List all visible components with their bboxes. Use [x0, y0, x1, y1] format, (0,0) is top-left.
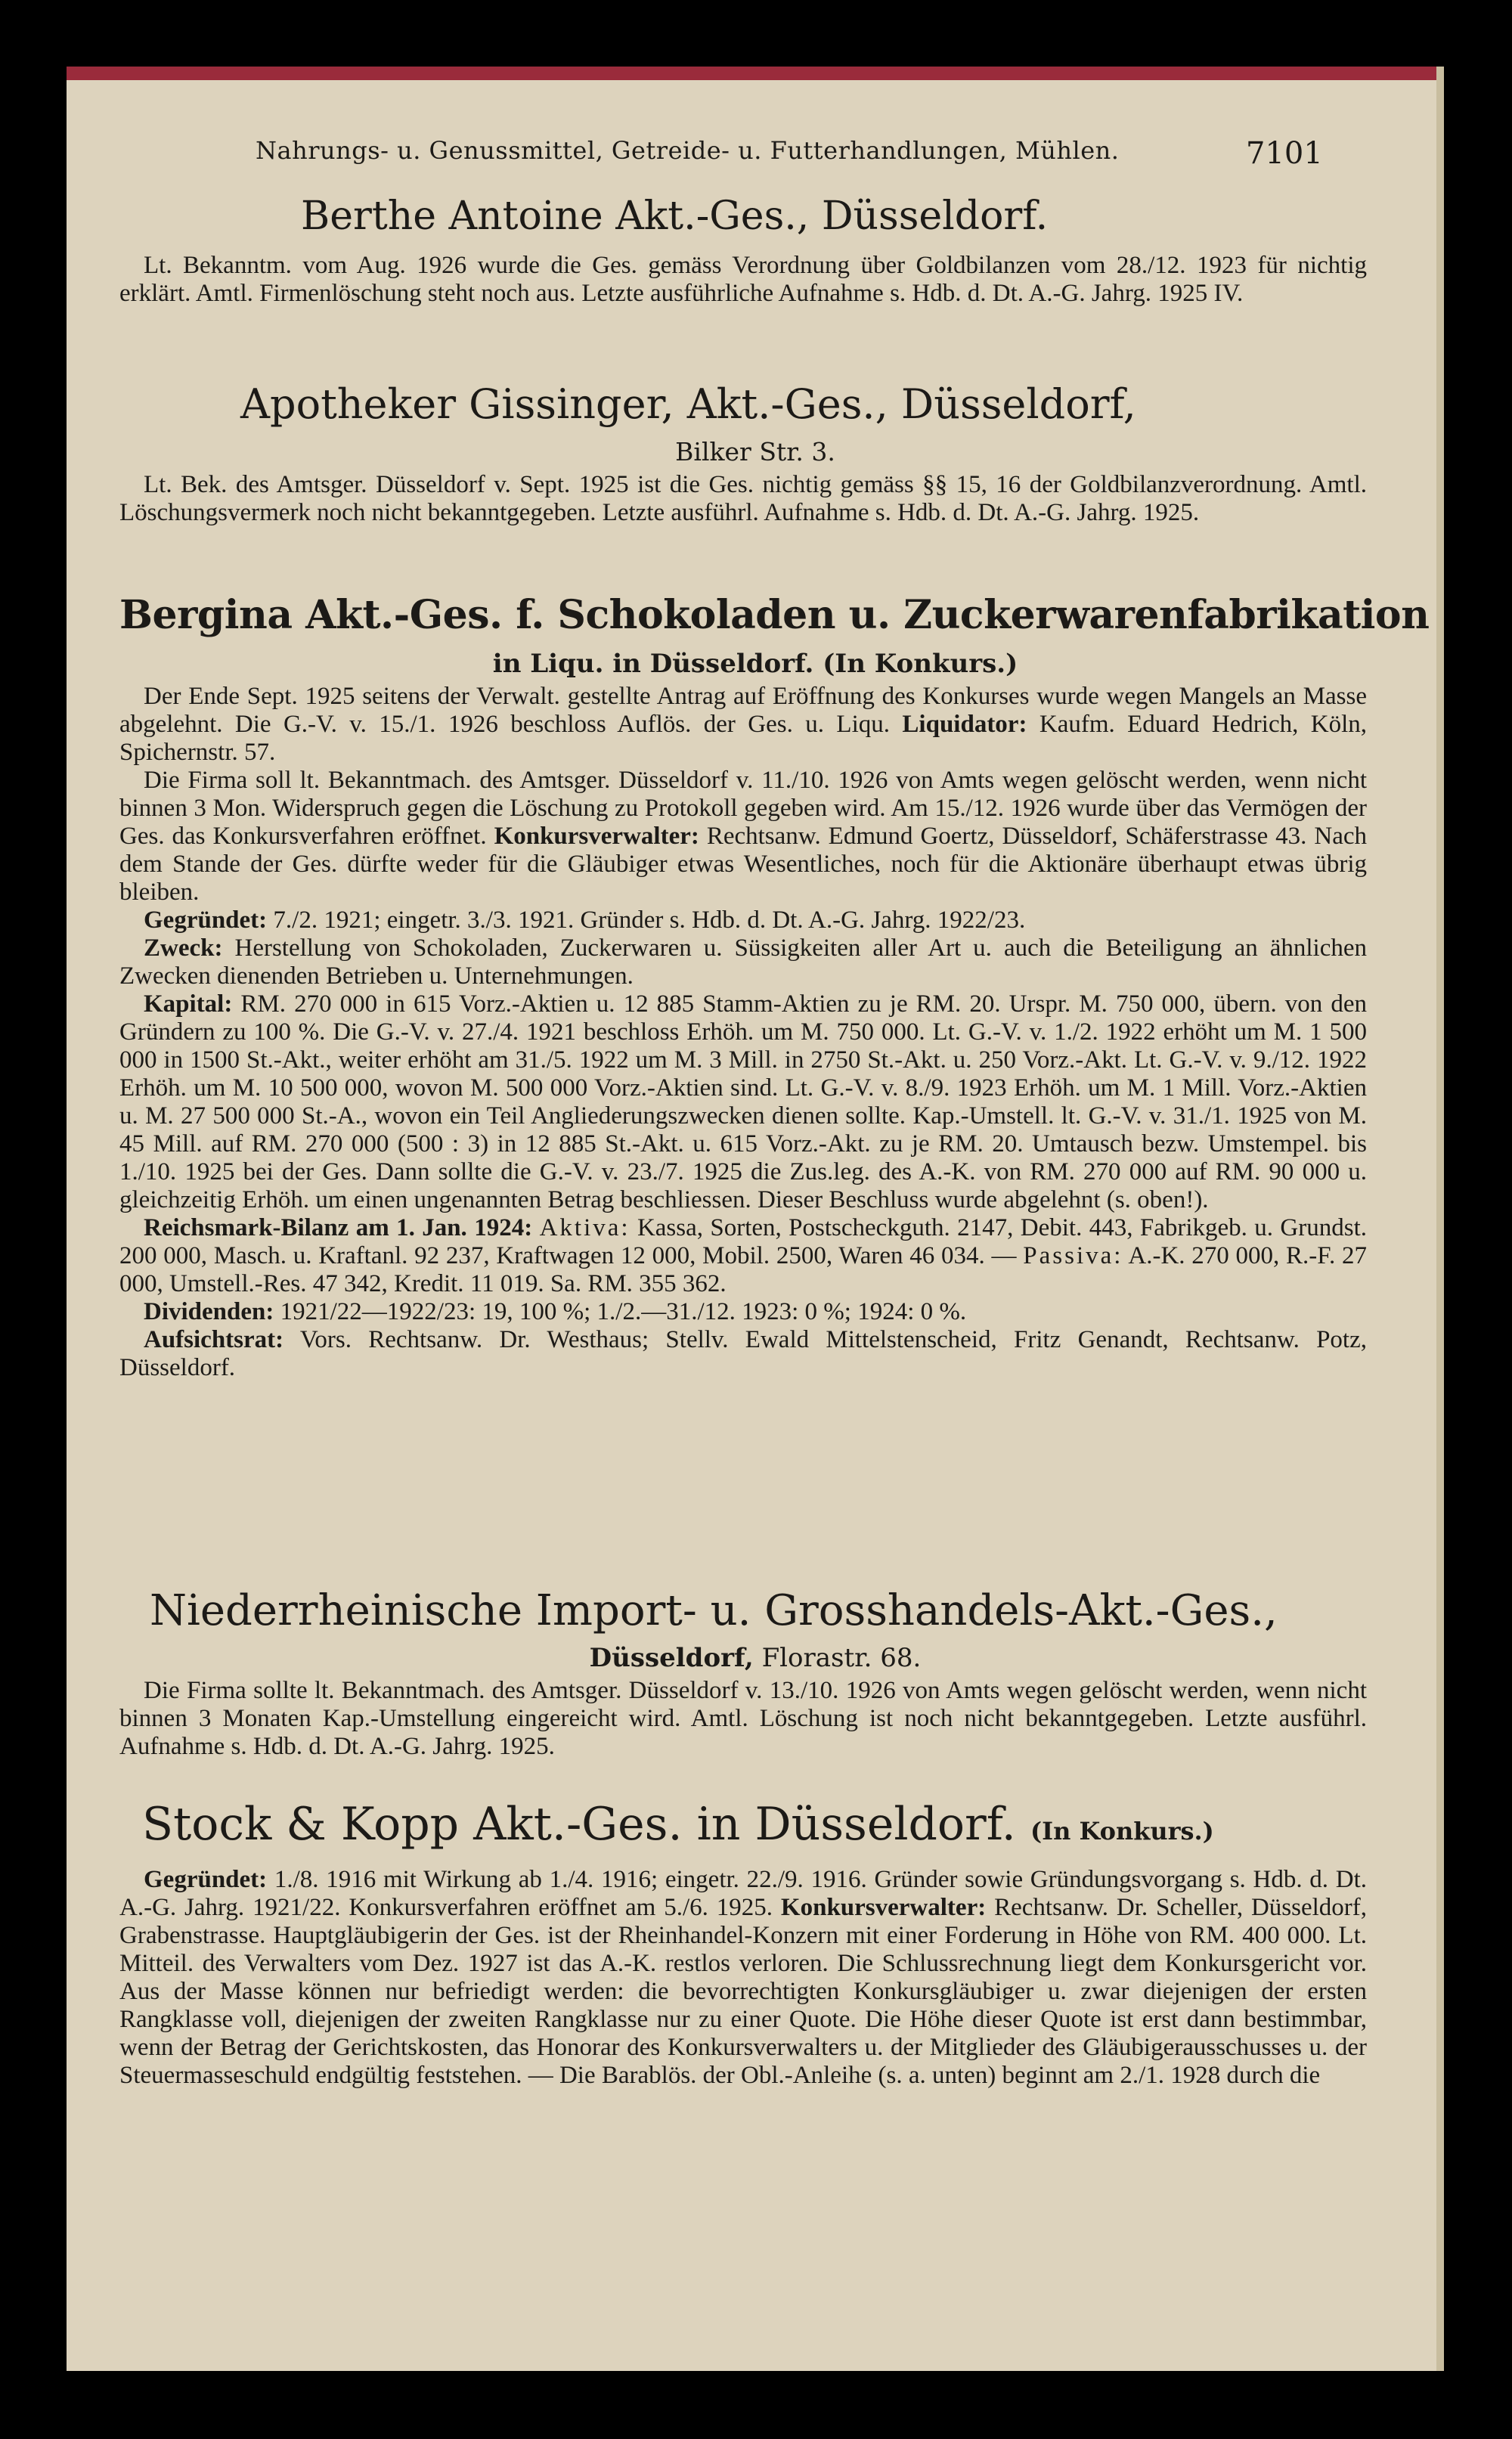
- entry-title-stock-kopp: Stock & Kopp Akt.-Ges. in Düsseldorf. (In Konkurs.): [142, 1798, 1214, 1851]
- purpose: Zweck: Herstellung von Schokoladen, Zuckerwaren u. Süssigkeiten aller Art u. auch die Beteiligung an ähnlichen Zwecken dienenden Betrieben u. Unternehmungen.: [119, 934, 1367, 990]
- entry-title-gissinger: Apotheker Gissinger, Akt.-Ges., Düsseldorf,: [240, 380, 1136, 428]
- entry-title-bergina: Bergina Akt.-Ges. f. Schokoladen u. Zuckerwarenfabrikation: [119, 592, 1430, 638]
- page-top-band: [67, 67, 1444, 80]
- capital: Kapital: RM. 270 000 in 615 Vorz.-Aktien u. 12 885 Stamm-Aktien zu je RM. 20. Urspr. M. 750 000, übern. von den Gründern zu 100 %. Die G.-V. v. 27./4. 1921 beschloss Erhöh. um M. 750 000. Lt. G.-V. v. 1./2. 1922 erhöht um M. 1 500 000 in 1500 St.-Akt., weiter erhöht am 31./5. 1922 um M. 3 Mill. in 2750 St.-Akt. u. 250 Vorz.-Akt. Lt. G.-V. v. 9./12. 1922 Erhöh. um M. 10 500 000, wovon M. 500 000 Vorz.-Aktien sind. Lt. G.-V. v. 8./9. 1923 Erhöh. um M. 1 Mill. Vorz.-Aktien u. M. 27 500 000 St.-A., wovon ein Teil Angliederungszwecken dienen sollte. Kap.-Umstell. lt. G.-V. v. 31./1. 1925 von M. 45 Mill. auf RM. 270 000 (500 : 3) in 12 885 St.-Akt. u. 615 Vorz.-Akt. zu je RM. 20. Umtausch bezw. Umstempel. bis 1./10. 1925 bei der Ges. Dann sollte die G.-V. v. 23./7. 1925 die Zus.leg. des A.-K. von RM. 270 000 auf RM. 90 000 u. gleichzeitig Erhöh. um einen ungenannten Betrag beschliessen. Dieser Beschluss wurde abgelehnt (s. oben!).: [119, 990, 1368, 1213]
- founded: Gegründet: 1./8. 1916 mit Wirkung ab 1./4. 1916; eingetr. 22./9. 1916. Gründer sowie Gründungsvorgang s. Hdb. d. Dt. A.-G. Jahrg. 1921/22. Konkursverfahren eröffnet am 5./6. 1925. Konkursverwalter: Rechtsanw. Dr. Scheller, Düsseldorf, Grabenstrasse. Hauptgläubigerin der Ges. ist der Rheinhandel-Konzern mit einer Forderung in Höhe von RM. 400 000. Lt. Mitteil. des Verwalters vom Dez. 1927 ist das A.-K. restlos verloren. Die Schlussrechnung liegt dem Konkursgericht vor. Aus der Masse können nur befriedigt werden: die bevorrechtigten Konkursgläubiger u. zwar diejenigen der ersten Rangklasse voll, diejenigen der zweiten Rangklasse nur zu einer Quote. Die Höhe dieser Quote ist erst dann bestimmbar, wenn der Betrag der Gerichtskosten, das Honorar des Konkursverwalters u. der Mitglieder des Gläubigerausschusses u. der Steuermasseschuld endgültig feststehen. — Die Barablös. der Obl.-Anleihe (s. a. unten) beginnt am 2./1. 1928 durch die: [119, 1866, 1368, 2089]
- entry-body-stock-kopp: [119, 1866, 1367, 2090]
- paragraph: Die Firma sollte lt. Bekanntmach. des Amtsger. Düsseldorf v. 13./10. 1926 von Amts wegen gelöscht werden, wenn nicht binnen 3 Monaten Kap.-Umstellung eingereicht wird. Amtl. Löschung ist noch nicht bekanntgegeben. Letzte ausführl. Aufnahme s. Hdb. d. Dt. A.-G. Jahrg. 1925.: [119, 1677, 1367, 1760]
- page-number: 7101: [1246, 136, 1323, 171]
- supervisory-board: Aufsichtsrat: Vors. Rechtsanw. Dr. Westhaus; Stellv. Ewald Mittelstenscheid, Fritz Genandt, Rechtsanw. Potz, Düsseldorf.: [119, 1326, 1367, 1381]
- running-head: Nahrungs- u. Genussmittel, Getreide- u. Futterhandlungen, Mühlen.: [256, 136, 1120, 165]
- entry-body-bergina: [119, 683, 1367, 1382]
- entry-subtitle-gissinger: Bilker Str. 3.: [675, 437, 835, 466]
- entry-body-berthe: [119, 252, 1367, 308]
- paragraph: Die Firma soll lt. Bekanntmach. des Amtsger. Düsseldorf v. 11./10. 1926 von Amts wegen gelöscht werden, wenn nicht binnen 3 Mon. Widerspruch gegen die Löschung zu Protokoll gegeben wird. Am 15./12. 1926 wurde über das Vermögen der Ges. das Konkursverfahren eröffnet. Konkursverwalter: Rechtsanw. Edmund Goertz, Düsseldorf, Schäferstrasse 43. Nach dem Stande der Ges. dürfte weder für die Gläubiger etwas Wesentliches, noch für die Aktionäre überhaupt etwas übrig bleiben.: [119, 767, 1368, 906]
- paragraph: Lt. Bekanntm. vom Aug. 1926 wurde die Ges. gemäss Verordnung über Goldbilanzen vom 28./12. 1923 für nichtig erklärt. Amtl. Firmenlöschung steht noch aus. Letzte ausführliche Aufnahme s. Hdb. d. Dt. A.-G. Jahrg. 1925 IV.: [119, 252, 1367, 307]
- entry-title-niederrheinische: Niederrheinische Import- u. Grosshandels-Akt.-Ges.,: [150, 1586, 1278, 1635]
- balance-sheet: Reichsmark-Bilanz am 1. Jan. 1924: Aktiva: Kassa, Sorten, Postscheckguth. 2147, Debit. 443, Fabrikgeb. u. Grundst. 200 000, Masch. u. Kraftanl. 92 237, Kraftwagen 12 000, Mobil. 2500, Waren 46 034. — Passiva: A.-K. 270 000, R.-F. 27 000, Umstell.-Res. 47 342, Kredit. 11 019. Sa. RM. 355 362.: [119, 1214, 1368, 1297]
- entry-body-gissinger: [119, 471, 1367, 527]
- entry-subtitle-niederrheinische: Düsseldorf, Florastr. 68.: [589, 1643, 922, 1673]
- entry-title-berthe: Berthe Antoine Akt.-Ges., Düsseldorf.: [301, 194, 1049, 239]
- founded: Gegründet: 7./2. 1921; eingetr. 3./3. 1921. Gründer s. Hdb. d. Dt. A.-G. Jahrg. 1922/23.: [144, 906, 1026, 934]
- paragraph: Der Ende Sept. 1925 seitens der Verwalt. gestellte Antrag auf Eröffnung des Konkurses wurde wegen Mangels an Masse abgelehnt. Die G.-V. v. 15./1. 1926 beschloss Auflös. der Ges. u. Liqu. Liquidator: Kaufm. Eduard Hedrich, Köln, Spichernstr. 57.: [119, 683, 1368, 766]
- dividends: Dividenden: 1921/22—1922/23: 19, 100 %; 1./2.—31./12. 1923: 0 %; 1924: 0 %.: [144, 1298, 967, 1325]
- entry-body-niederrheinische: [119, 1677, 1367, 1761]
- entry-subtitle-bergina: in Liqu. in Düsseldorf. (In Konkurs.): [492, 649, 1018, 679]
- page-edge: [1436, 67, 1444, 2371]
- paragraph: Lt. Bek. des Amtsger. Düsseldorf v. Sept. 1925 ist die Ges. nichtig gemäss §§ 15, 16 der Goldbilanzverordnung. Amtl. Löschungsvermerk noch nicht bekanntgegeben. Letzte ausführl. Aufnahme s. Hdb. d. Dt. A.-G. Jahrg. 1925.: [119, 471, 1367, 526]
- book-page: [67, 67, 1444, 2371]
